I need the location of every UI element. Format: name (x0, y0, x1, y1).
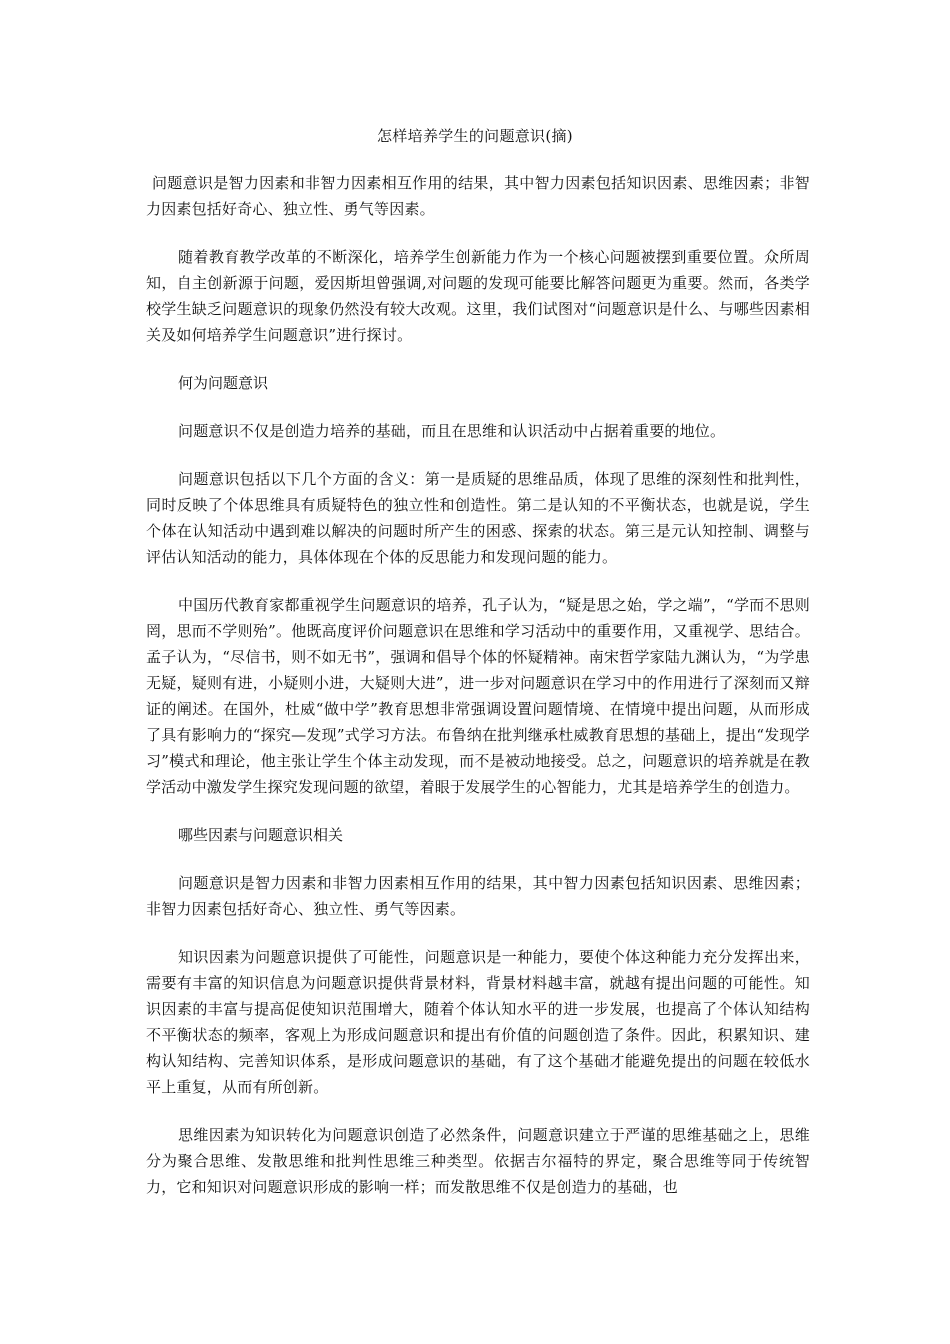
paragraph-history: 中国历代教育家都重视学生问题意识的培养，孔子认为，“疑是思之始，学之端”，“学而不思则罔，思而不学则殆”。他既高度评价问题意识在思维和学习活动中的重要作用，又重视学、思结合。孟子认为，“尽信书，则不如无书”，强调和倡导个体的怀疑精神。南宋哲学家陆九渊认为，“为学患无疑，疑则有进，小疑则小进，大疑则大进”，进一步对问题意识在学习中的作用进行了深刻而又辩证的阐述。在国外，杜威“做中学”教育思想非常强调设置问题情境、在情境中提出问题，从而形成了具有影响力的“探究—发现”式学习方法。布鲁纳在批判继承杜威教育思想的基础上，提出“发现学习”模式和理论，他主张让学生个体主动发现，而不是被动地接受。总之，问题意识的培养就是在教学活动中激发学生探究发现问题的欲望，着眼于发展学生的心智能力，尤其是培养学生的创造力。 (146, 596, 810, 796)
paragraph-knowledge: 知识因素为问题意识提供了可能性，问题意识是一种能力，要使个体这种能力充分发挥出来，需要有丰富的知识信息为问题意识提供背景材料，背景材料越丰富，就越有提出问题的可能性。知识因素的丰富与提高促使知识范围增大，随着个体认知水平的进一步发展，也提高了个体认知结构不平衡状态的频率，客观上为形成问题意识和提出有价值的问题创造了条件。因此，积累知识、建构认知结构、完善知识体系，是形成问题意识的基础，有了这个基础才能避免提出的问题在较低水平上重复，从而有所创新。 (146, 948, 810, 1096)
paragraph-meanings: 问题意识包括以下几个方面的含义：第一是质疑的思维品质，体现了思维的深刻性和批判性，同时反映了个体思维具有质疑特色的独立性和创造性。第二是认知的不平衡状态，也就是说，学生个体在认知活动中遇到难以解决的问题时所产生的困惑、探索的状态。第三是元认知控制、调整与评估认知活动的能力，具体体现在个体的反思能力和发现问题的能力。 (146, 470, 810, 566)
paragraph-thinking: 思维因素为知识转化为问题意识创造了必然条件，问题意识建立于严谨的思维基础之上，思维分为聚合思维、发散思维和批判性思维三种类型。依据吉尔福特的界定，聚合思维等同于传统智力，它和知识对问题意识形成的影响一样；而发散思维不仅是创造力的基础，也 (146, 1126, 810, 1196)
document-body (146, 170, 810, 1222)
paragraph-intro: 问题意识是智力因素和非智力因素相互作用的结果，其中智力因素包括知识因素、思维因素；非智力因素包括好奇心、独立性、勇气等因素。 (146, 174, 810, 218)
paragraph-background: 随着教育教学改革的不断深化，培养学生创新能力作为一个核心问题被摆到重要位置。众所周知，自主创新源于问题，爱因斯坦曾强调,对问题的发现可能要比解答问题更为重要。然而，各类学校学生缺乏问题意识的现象仍然没有较大改观。这里，我们试图对“问题意识是什么、与哪些因素相关及如何培养学生问题意识”进行探讨。 (146, 248, 810, 344)
section-heading-factors: 哪些因素与问题意识相关 (178, 826, 344, 844)
paragraph-factors: 问题意识是智力因素和非智力因素相互作用的结果，其中智力因素包括知识因素、思维因素；非智力因素包括好奇心、独立性、勇气等因素。 (146, 874, 810, 918)
document-title: 怎样培养学生的问题意识(摘) (377, 127, 573, 145)
paragraph-importance: 问题意识不仅是创造力培养的基础，而且在思维和认识活动中占据着重要的地位。 (178, 422, 726, 440)
section-heading-what-is: 何为问题意识 (178, 374, 269, 392)
